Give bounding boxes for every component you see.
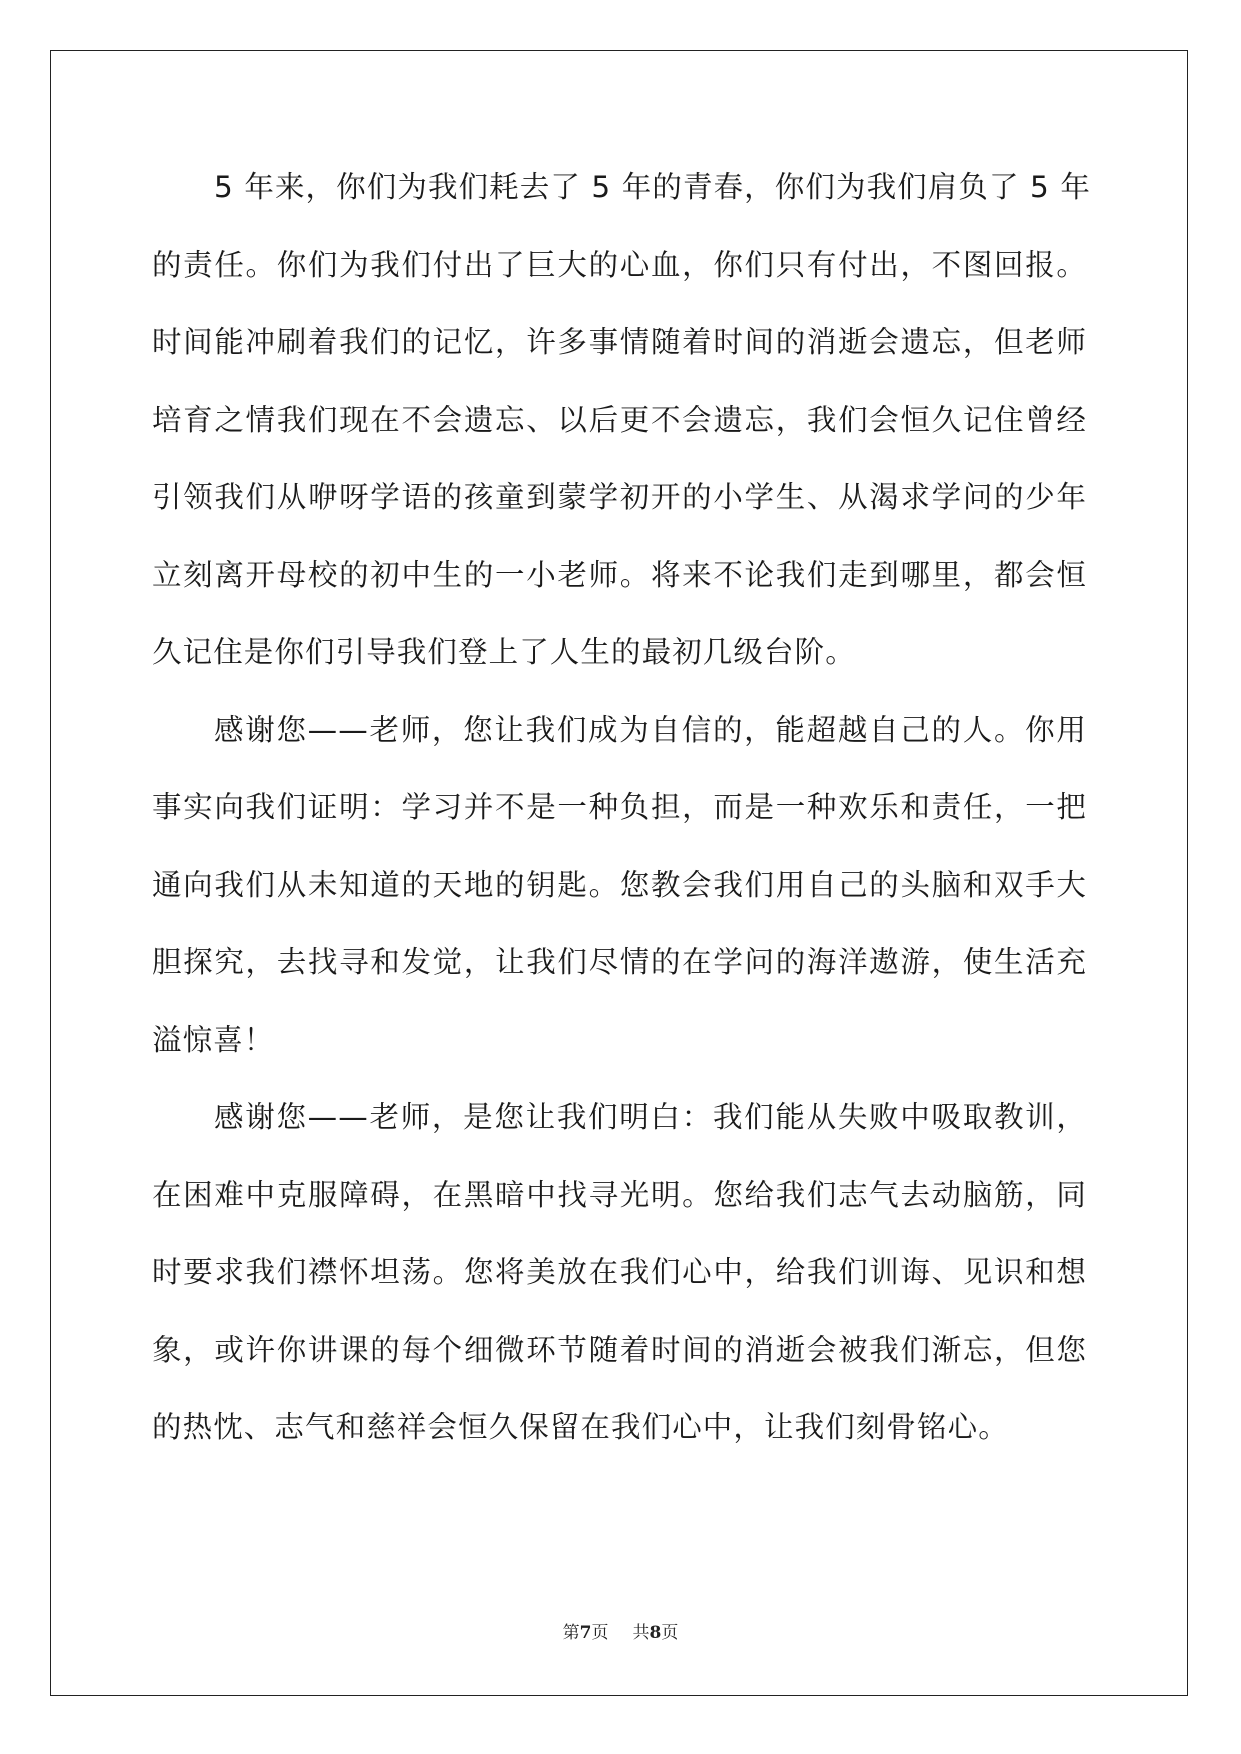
text-line: 通向我们从未知道的天地的钥匙。您教会我们用自己的头脑和双手大 (152, 867, 1087, 902)
text-line: 引领我们从咿呀学语的孩童到蒙学初开的小学生、从渴求学问的少年 (152, 480, 1087, 514)
text-line: 的热忱、志气和慈祥会恒久保留在我们心中，让我们刻骨铭心。 (152, 1410, 1009, 1444)
page-prefix: 第 (562, 1623, 580, 1643)
total-suffix: 页 (661, 1623, 679, 1643)
total-page-number: 8 (649, 1623, 662, 1643)
text-line: 感谢您——老师，是您让我们明白：我们能从失败中吸取教训， (214, 1100, 1087, 1134)
total-prefix: 共 (632, 1623, 650, 1643)
text-line: 5 年来，你们为我们耗去了 5 年的青春，你们为我们肩负了 5 年 (214, 170, 1091, 204)
text-line: 时要求我们襟怀坦荡。您将美放在我们心中，给我们训诲、见识和想 (152, 1255, 1087, 1289)
current-page-number: 7 (579, 1623, 592, 1643)
paragraph-1 (152, 160, 1091, 703)
text-line: 的责任。你们为我们付出了巨大的心血，你们只有付出，不图回报。 (152, 247, 1087, 282)
paragraph-3 (152, 1090, 1087, 1478)
text-line: 立刻离开母校的初中生的一小老师。将来不论我们走到哪里，都会恒 (152, 557, 1087, 592)
paragraph-2 (152, 703, 1087, 1091)
text-line: 胆探究，去找寻和发觉，让我们尽情的在学问的海洋遨游，使生活充 (152, 945, 1087, 979)
page-suffix: 页 (591, 1623, 609, 1643)
text-line: 溢惊喜！ (152, 1022, 275, 1057)
text-line: 事实向我们证明：学习并不是一种负担，而是一种欢乐和责任，一把 (152, 790, 1087, 824)
text-line: 久记住是你们引导我们登上了人生的最初几级台阶。 (152, 635, 856, 669)
text-line: 培育之情我们现在不会遗忘、以后更不会遗忘，我们会恒久记住曾经 (152, 402, 1087, 437)
document-body (152, 160, 1091, 1478)
text-line: 时间能冲刷着我们的记忆，许多事情随着时间的消逝会遗忘，但老师 (152, 325, 1087, 359)
page-footer (0, 1618, 1241, 1643)
text-line: 感谢您——老师，您让我们成为自信的，能超越自己的人。你用 (214, 712, 1087, 747)
text-line: 象，或许你讲课的每个细微环节随着时间的消逝会被我们渐忘，但您 (152, 1332, 1087, 1367)
text-line: 在困难中克服障碍，在黑暗中找寻光明。您给我们志气去动脑筋，同 (152, 1177, 1087, 1212)
